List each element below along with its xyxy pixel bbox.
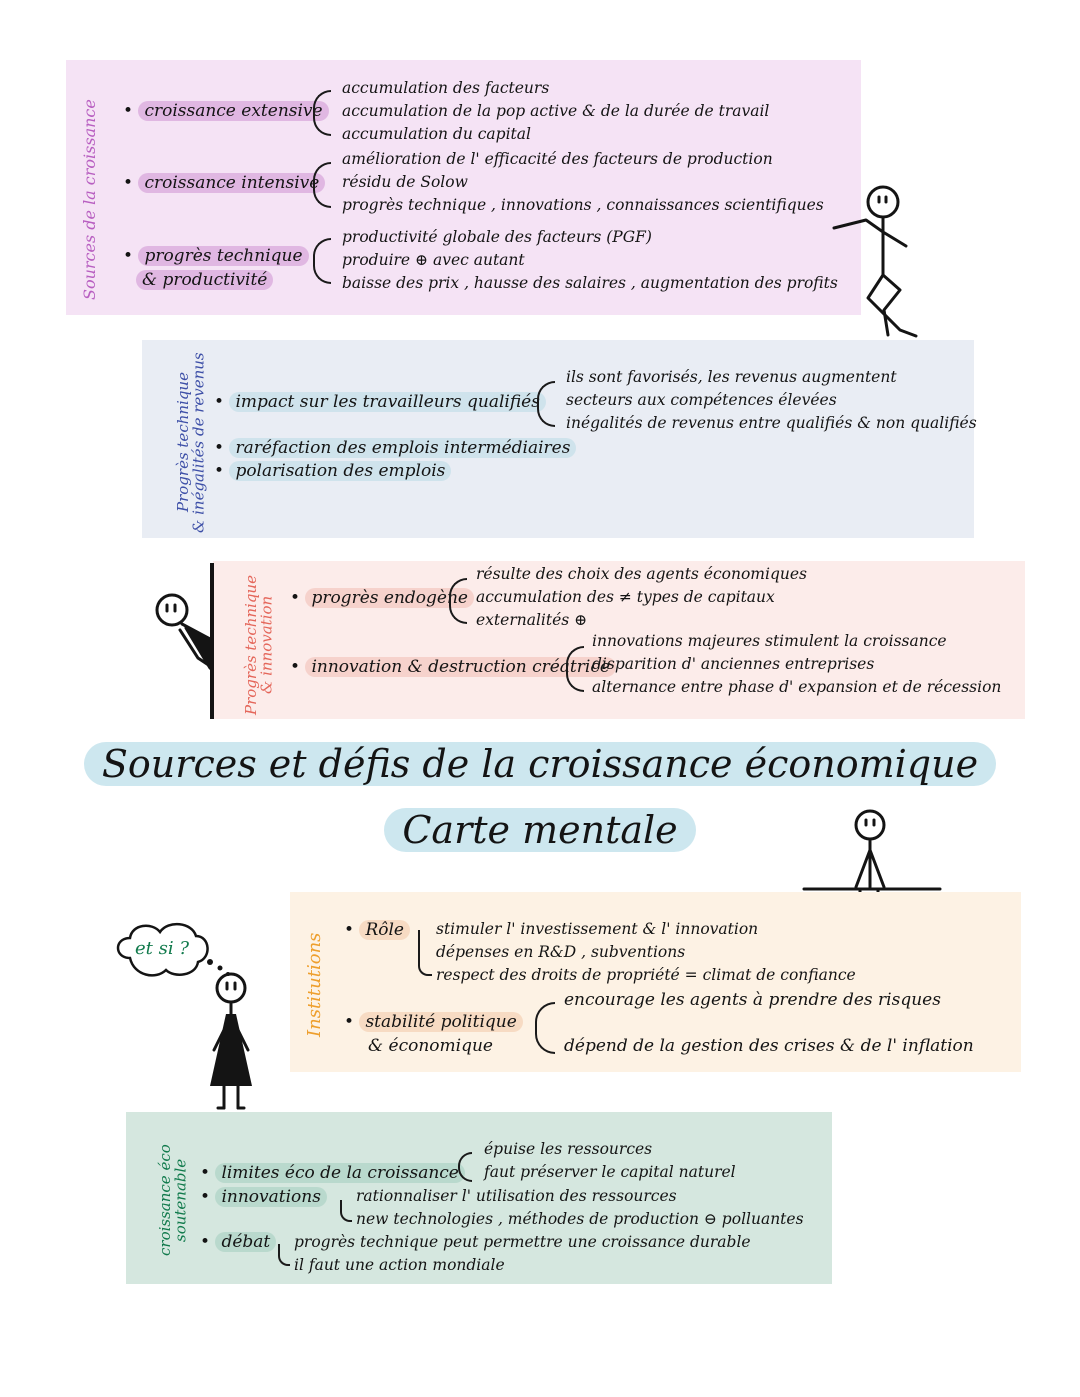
detail: accumulation du capital [342,125,531,143]
detail: ils sont favorisés, les revenus augmentent [566,368,897,386]
thought-text: et si ? [135,938,189,959]
topic-rarefaction: • raréfaction des emplois intermédiaires [214,438,576,458]
detail: inégalités de revenus entre qualifiés & non qualifiés [566,414,977,432]
detail: externalités ⊕ [476,611,588,629]
detail: encourage les agents à prendre des risques [564,990,941,1010]
topic-innovations: • innovations [200,1187,327,1207]
section-sources-label: Sources de la croissance [80,99,99,300]
detail: dépend de la gestion des crises & de l' inflation [564,1036,974,1056]
detail: accumulation de la pop active & de la durée de travail [342,102,770,120]
topic-destruction-creatrice: • innovation & destruction créatrice [290,657,616,677]
detail: alternance entre phase d' expansion et de récession [592,678,1002,696]
detail: stimuler l' investissement & l' innovation [436,920,759,938]
detail: dépenses en R&D , subventions [436,943,686,961]
topic-stabilite: • stabilité politique [344,1012,523,1032]
section-soutenable-label: croissance éco soutenable [155,1144,190,1256]
detail: faut préserver le capital naturel [484,1163,736,1181]
arrow-connector [418,930,432,976]
detail: résulte des choix des agents économiques [476,565,807,583]
detail: progrès technique peut permettre une croissance durable [294,1233,751,1251]
detail: respect des droits de propriété = climat de confiance [436,966,856,984]
detail: progrès technique , innovations , connaissances scientifiques [342,196,824,214]
topic-progres-productivite-line2: & productivité [136,270,273,290]
detail: il faut une action mondiale [294,1256,505,1274]
section-inegalites-label: Progrès technique & inégalités de revenus [173,352,208,533]
topic-limites: • limites éco de la croissance [200,1163,465,1183]
page-subtitle: Carte mentale [0,808,1080,852]
arrow-connector [278,1244,290,1266]
section-innovation-label: Progrès technique & innovation [241,575,276,715]
detail: baisse des prix , hausse des salaires , augmentation des profits [342,274,838,292]
topic-role: • Rôle [344,920,410,940]
detail: amélioration de l' efficacité des facteurs de production [342,150,773,168]
topic-croissance-extensive: • croissance extensive [123,101,329,121]
section-institutions-label: Institutions [304,932,325,1038]
stick-figure-icon [828,180,928,345]
detail: new technologies , méthodes de production ⊖ polluantes [356,1210,804,1228]
topic-polarisation: • polarisation des emplois [214,461,451,481]
page-title: Sources et défis de la croissance économique [0,742,1080,786]
detail: productivité globale des facteurs (PGF) [342,228,652,246]
detail: épuise les ressources [484,1140,653,1158]
topic-progres-productivite: • progrès technique [123,246,309,266]
topic-progres-endogene: • progrès endogène [290,588,474,608]
detail: résidu de Solow [342,173,468,191]
topic-stabilite-line2: & économique [368,1036,493,1056]
arrow-connector [340,1200,352,1222]
detail: accumulation des facteurs [342,79,550,97]
peeking-figure-icon [150,588,214,678]
detail: innovations majeures stimulent la croissance [592,632,947,650]
detail: secteurs aux compétences élevées [566,391,837,409]
detail: rationnaliser l' utilisation des ressources [356,1187,677,1205]
detail: disparition d' anciennes entreprises [592,655,875,673]
detail: produire ⊕ avec autant [342,251,525,269]
detail: accumulation des ≠ types de capitaux [476,588,775,606]
topic-croissance-intensive: • croissance intensive [123,173,325,193]
topic-impact-travailleurs: • impact sur les travailleurs qualifiés [214,392,546,412]
topic-debat: • débat [200,1232,276,1252]
woman-figure-icon [196,968,266,1118]
